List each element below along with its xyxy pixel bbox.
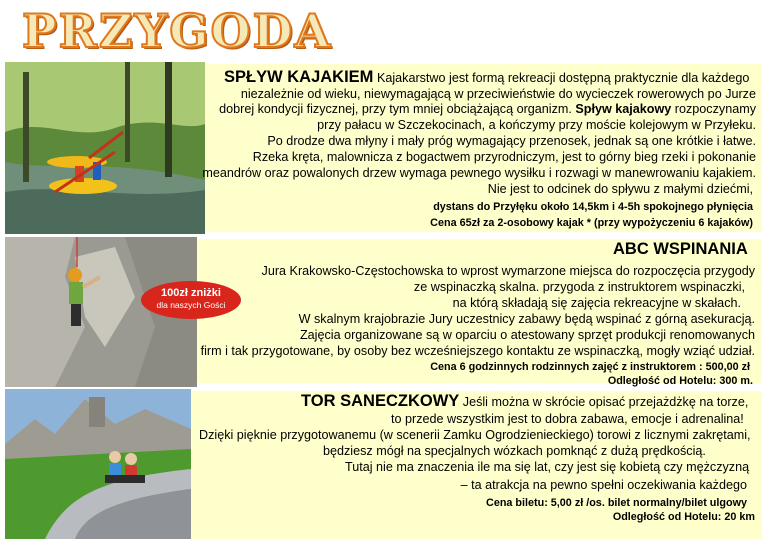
climbing-line-1: Jura Krakowsko-Częstochowska to wprost wymarzone miejsca do rozpoczęcia przygody [261, 264, 755, 278]
kayak-line-2: niezależnie od wieku, niewymagającą w przeciwieństwie do wycieczek rowerowych po Jurze [240, 87, 756, 101]
kayak-line-4: przy pałacu w Szczekocinach, a kończymy przy moście kolejowym w Przyłeku. [317, 118, 756, 132]
kayak-photo [5, 62, 205, 234]
toboggan-line-3: Dzięki pięknie przygotowanemu (w scenerii Zamku Ogrodzienieckiego) torowi z licznymi zakrętami, [199, 428, 751, 442]
toboggan-price: Cena biletu: 5,00 zł /os. bilet normalny/bilet ulgowy [486, 497, 747, 509]
badge-line-2: dla naszych Gości [156, 300, 226, 310]
kayak-line-1: Kajakarstwo jest formą rekreacji dostępną praktycznie dla każdego [376, 71, 750, 85]
kayak-price: Cena 65zł za 2-osobowy kajak * (przy wypożyczeniu 6 kajaków) [430, 217, 753, 229]
toboggan-line-5: Tutaj nie ma znaczenia ile ma się lat, czy jest się kobietą czy mężczyzną [345, 460, 750, 474]
climbing-line-2: ze wspinaczką skalna. przygoda z instruktorem wspinaczki, [413, 280, 745, 294]
toboggan-photo [5, 389, 191, 539]
climbing-title: ABC WSPINANIA [613, 240, 748, 258]
kayak-line-3b: rozpoczynamy [674, 102, 756, 116]
kayak-title: SPŁYW KAJAKIEM [224, 68, 374, 86]
toboggan-distance: Odległość od Hotelu: 20 km [612, 511, 755, 523]
toboggan-line-6: – ta atrakcja na pewno spełni oczekiwania każdego [460, 478, 747, 492]
climbing-distance: Odległość od Hotelu: 300 m. [607, 375, 753, 387]
kayak-distance: dystans do Przyłęku około 14,5km i 4-5h spokojnego płynięcia [433, 201, 753, 213]
climbing-line-3: na którą składają się zajęcia rekreacyjne w skałach. [452, 296, 741, 310]
toboggan-line-4: będziesz mógł na specjalnych wózkach pomknąć z dużą prędkością. [323, 444, 706, 458]
discount-badge [141, 281, 241, 319]
badge-line-1: 100zł zniżki [161, 287, 221, 299]
kayak-line-5: Po drodze dwa młyny i mały próg wymagający przenosek, jednak są one krótkie i łatwe. [267, 134, 756, 148]
kayak-line-3: dobrej kondycji fizycznej, przy tym mniej obciążającą organizm. [219, 102, 572, 116]
kayak-line-8: Nie jest to odcinek do spływu z małymi dziećmi, [487, 182, 753, 196]
toboggan-line-1: Jeśli można w skrócie opisać przejażdżkę na torze, [462, 395, 749, 409]
kayak-line-7: meandrów oraz powalonych drzew wymaga pewnego wysiłku i rozwagi w manewrowaniu kajakiem. [202, 166, 756, 180]
toboggan-title: TOR SANECZKOWY [301, 392, 460, 410]
climbing-line-6: firm i tak przygotowane, by osoby bez wcześniejszego kontaktu ze wspinaczką, mogły wziąć udział. [200, 344, 755, 358]
climbing-line-4: W skalnym krajobrazie Jury uczestnicy zabawy będą wspinać z górną asekuracją. [298, 312, 755, 326]
page-title: PRZYGODA [22, 4, 333, 58]
toboggan-line-2: to przede wszystkim jest to dobra zabawa, emocje i adrenalina! [391, 412, 744, 426]
climbing-line-5: Zajęcia organizowane są w oparciu o atestowany sprzęt produkcji renomowanych [299, 328, 755, 342]
climbing-price: Cena 6 godzinnych rodzinnych zajęć z instruktorem : 500,00 zł [430, 361, 750, 373]
kayak-highlight: Spływ kajakowy [575, 102, 672, 116]
kayak-line-6: Rzeka kręta, malownicza z bogactwem przyrodniczym, jest to górny bieg rzeki i pokonanie [252, 150, 756, 164]
